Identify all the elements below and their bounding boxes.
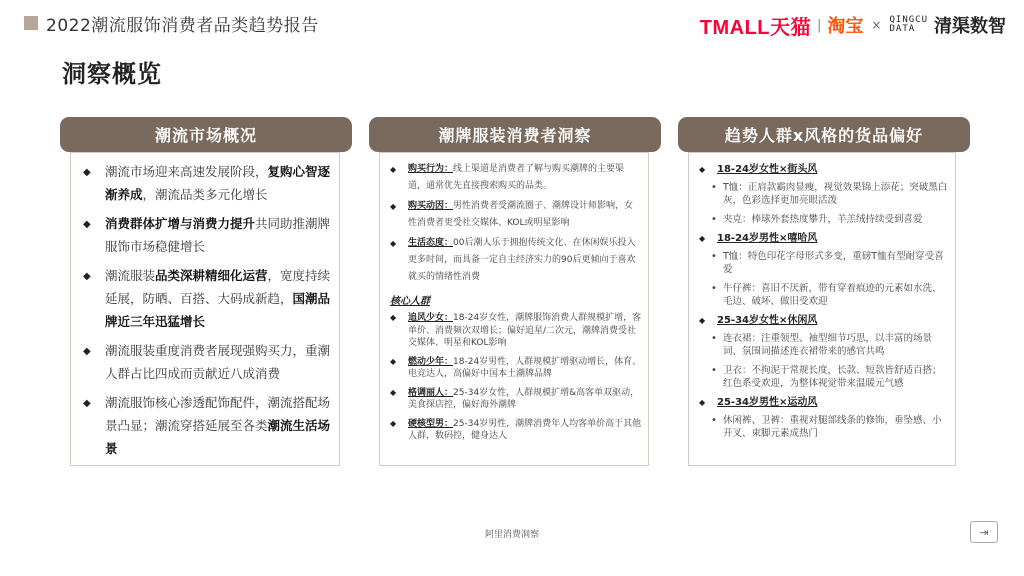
logo-times: ×: [871, 18, 882, 32]
market-bullet-text: 潮流服装重度消费者展现强购买力，重潮人群占比四成而贡献近八成消费: [105, 343, 331, 381]
market-bullet: [71, 212, 331, 258]
dot-bullet-icon: •: [711, 214, 717, 225]
diamond-bullet-icon: ◆: [83, 271, 91, 282]
insight-bullet: [380, 198, 648, 232]
style-detail-text: 卫衣：不拘泥于常规长度，长款、短款皆舒适百搭；红色系受欢迎，为整体视觉带来温暖元气感: [723, 365, 942, 389]
style-category: [689, 396, 955, 410]
style-detail: [689, 282, 955, 308]
style-category-label: 18-24岁男性×嘻哈风: [717, 233, 818, 244]
insight-text: 线上渠道是消费者了解与购买潮牌的主要渠道，通常优先直接搜索购买的品类。: [408, 164, 625, 191]
market-bullet: [71, 339, 331, 385]
diamond-bullet-icon: ◆: [699, 398, 706, 407]
partner-logos: [700, 12, 1006, 38]
market-bullet-text: 国潮品牌近三年迅猛增长: [105, 291, 331, 329]
footer-source: 阿里消费洞察: [484, 530, 539, 540]
market-bullet-text: ，宽度持续延展，防晒、百搭、大码成新趋，: [105, 268, 331, 306]
market-bullet: [71, 264, 331, 333]
diamond-bullet-icon: ◆: [390, 356, 397, 366]
qingqu-cn-logo: 清渠数智: [934, 16, 1006, 37]
diamond-bullet-icon: ◆: [390, 239, 397, 248]
market-overview-heading: 潮流市场概况: [60, 117, 352, 152]
style-category-label: 25-34岁女性×休闲风: [717, 315, 818, 326]
consumer-insight-panel: [379, 152, 649, 466]
core-group-title: 核心人群: [390, 296, 430, 307]
tmall-logo: TMALL天猫: [699, 16, 812, 39]
insight-bullet: [380, 387, 648, 412]
exit-icon[interactable]: ⇥: [970, 521, 998, 543]
market-bullet-text: 共同助推潮牌服饰市场稳健增长: [105, 216, 331, 254]
insight-bullet: [380, 356, 648, 381]
diamond-bullet-icon: ◆: [83, 346, 91, 357]
style-preference-list: [689, 153, 955, 440]
diamond-bullet-icon: ◆: [699, 316, 706, 325]
style-category-label: 18-24岁女性×街头风: [717, 164, 818, 175]
insight-text: 18-24岁女性，潮牌服饰消费人群规模扩增，客单价、消费频次双增长；偏好追星/二次元，潮牌消费受社交媒体、明星和KOL影响: [408, 313, 642, 348]
insight-bullet: [380, 418, 648, 443]
diamond-bullet-icon: ◆: [83, 398, 91, 409]
insight-text: 18-24岁男性，人群规模扩增驱动增长，体育、电竞达人，高偏好中国本土潮牌品牌: [408, 356, 642, 379]
market-bullet: [71, 391, 331, 460]
style-preference-panel: [688, 152, 956, 466]
diamond-bullet-icon: ◆: [390, 418, 397, 428]
style-detail: [689, 250, 955, 276]
dot-bullet-icon: •: [711, 182, 717, 193]
style-category: [689, 314, 955, 328]
diamond-bullet-icon: ◆: [699, 234, 706, 243]
style-detail: [689, 332, 955, 358]
market-bullet-text: 复购心智逐渐养成: [105, 164, 331, 202]
dot-bullet-icon: •: [711, 415, 717, 426]
style-preference-heading: 趋势人群x风格的货品偏好: [678, 117, 970, 152]
style-detail: [689, 181, 955, 207]
diamond-bullet-icon: ◆: [83, 219, 91, 230]
diamond-bullet-icon: ◆: [83, 167, 91, 178]
market-bullet-text: 消费群体扩增与消费力提升: [105, 216, 256, 231]
diamond-bullet-icon: ◆: [699, 165, 706, 174]
taobao-logo: 淘宝: [827, 16, 864, 37]
style-detail-text: 夹克：棒球外套热度攀升，羊羔绒持续受到喜爱: [723, 214, 923, 225]
market-bullet-text: 潮流生活场景: [105, 418, 331, 456]
market-bullet-text: 潮流服饰核心渗透配饰配件，潮流搭配场景凸显；潮流穿搭延展至各类: [105, 395, 331, 433]
insight-bullet: [380, 235, 648, 286]
market-bullet-text: ，潮流品类多元化增长: [142, 187, 268, 202]
market-bullet-text: 潮流市场迎来高速发展阶段，: [105, 164, 268, 179]
consumer-insight-list: [380, 153, 648, 443]
qingqu-data-logo: QINGCU DATA: [889, 15, 928, 34]
dot-bullet-icon: •: [711, 251, 717, 262]
insight-bullet: [380, 161, 648, 195]
insight-text: 00后潮人乐于拥抱传统文化、在休闲娱乐投入更多时间，而具备一定自主经济实力的90后更倾向于喜欢就买的情绪性消费: [408, 238, 636, 282]
page-title: 洞察概览: [62, 60, 162, 88]
style-category: [689, 232, 955, 246]
logo-separator: |: [817, 17, 822, 33]
insight-label: 购买动因：: [408, 201, 454, 211]
style-detail: [689, 414, 955, 440]
style-category-label: 25-34岁男性×运动风: [717, 397, 818, 408]
insight-text: 男性消费者受潮流圈子、潮牌设计师影响，女性消费者更受社交媒体、KOL或明星影响: [408, 201, 634, 228]
insight-bullet: [380, 312, 648, 350]
consumer-insight-heading: 潮牌服装消费者洞察: [369, 117, 661, 152]
style-detail-text: 休闲裤、卫裤：重视对腿部线条的修饰，垂坠感、小开叉、束脚元素成热门: [723, 415, 942, 439]
style-detail-text: 牛仔裤：喜旧不厌新，带有穿着痕迹的元素如水洗、毛边、破坏、做旧受欢迎: [723, 283, 942, 307]
diamond-bullet-icon: ◆: [390, 387, 397, 397]
insight-label: 购买行为：: [408, 164, 454, 174]
market-bullet-text: 品类深耕精细化运营: [155, 268, 268, 283]
header-accent-square: [24, 16, 38, 30]
insight-text: 25-34岁男性，潮牌消费年人均客单价高于其他人群，数码控，健身达人: [408, 418, 642, 441]
insight-label: 硬核型男：: [408, 418, 454, 429]
market-overview-panel: [70, 152, 340, 466]
insight-text: 25-34岁女性，人群规模扩增&高客单双驱动，美食探店控，偏好海外潮牌: [408, 387, 640, 410]
insight-label: 燃动少年：: [408, 356, 454, 367]
style-category: [689, 163, 955, 177]
market-bullet: [71, 160, 331, 206]
diamond-bullet-icon: ◆: [390, 313, 397, 322]
market-bullet-text: 潮流服装: [105, 268, 156, 283]
report-title: 2022潮流服饰消费者品类趋势报告: [46, 16, 319, 36]
style-detail: [689, 364, 955, 390]
insight-label: 生活态度：: [408, 238, 454, 248]
diamond-bullet-icon: ◆: [390, 165, 397, 174]
style-detail-text: T恤：特色印花字母形式多变，重磅T恤有型耐穿受喜爱: [723, 251, 944, 275]
market-overview-list: [71, 153, 339, 460]
diamond-bullet-icon: ◆: [390, 202, 397, 211]
insight-label: 格调丽人：: [408, 387, 454, 398]
dot-bullet-icon: •: [711, 365, 717, 376]
insight-label: 追风少女：: [408, 313, 454, 323]
style-detail: [689, 213, 955, 226]
dot-bullet-icon: •: [711, 333, 717, 344]
style-detail-text: T恤：正肩款霸肉显瘦，视觉效果锦上添花；突破黑白灰，色彩选择更加亮眼活泼: [723, 182, 948, 206]
style-detail-text: 连衣裙：注重领型、袖型细节巧思，以丰富的场景词、氛围词描述连衣裙带来的感官共鸣: [723, 333, 933, 357]
dot-bullet-icon: •: [711, 283, 717, 294]
